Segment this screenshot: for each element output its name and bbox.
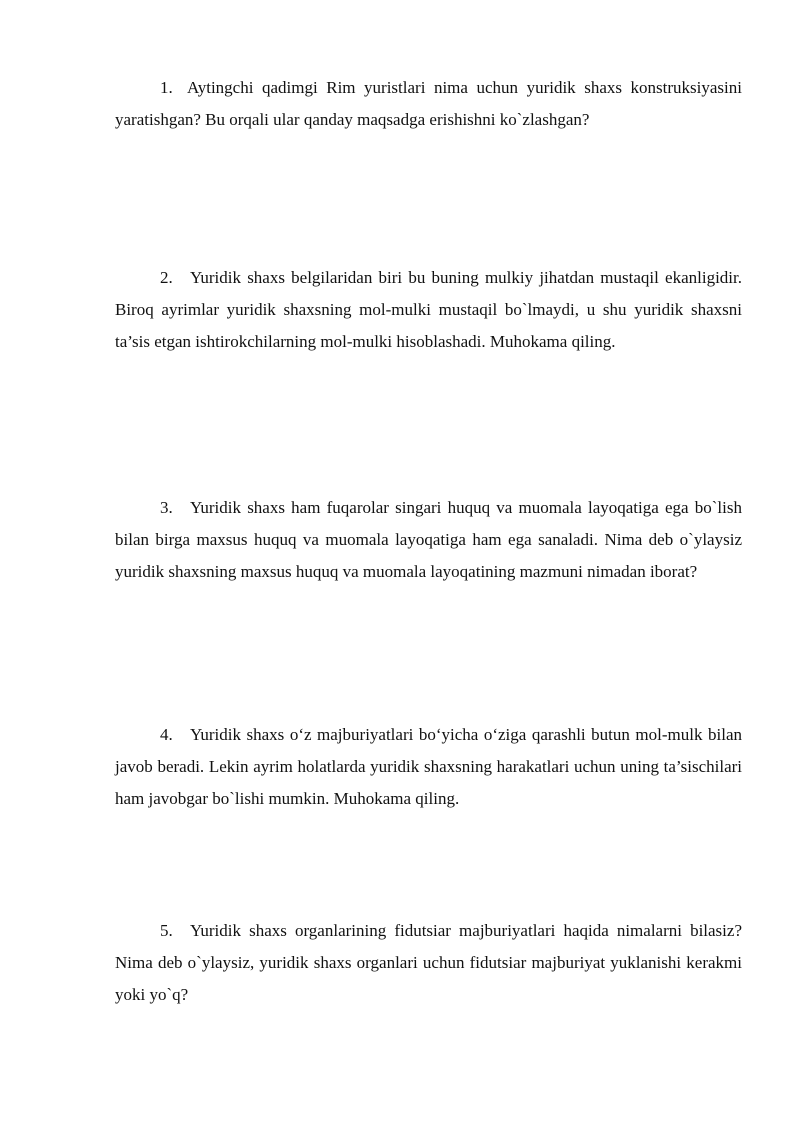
question-2 [115,262,742,358]
question-3-text: Yuridik shaxs ham fuqarolar singari huquq va muomala layoqatiga ega bo`lish bilan birga maxsus huquq va muomala layoqatiga ham ega sanaladi. Nima deb o`ylaysiz yuridik shaxsning maxsus huquq va muomala layoqatining mazmuni nimadan iborat? [115,498,742,581]
question-2-text: Yuridik shaxs belgilaridan biri bu buning mulkiy jihatdan mustaqil ekanligidir. Biroq ayrimlar yuridik shaxsning mol-mulki mustaqil bo`lmaydi, u shu yuridik shaxsni ta’sis etgan ishtirokchilarning mol-mulki hisoblashadi. Muhokama qiling. [115,268,742,351]
question-5-number: 5. [160,921,173,940]
question-5 [115,915,742,1011]
question-5-text: Yuridik shaxs organlarining fidutsiar majburiyatlari haqida nimalarni bilasiz? Nima deb o`ylaysiz, yuridik shaxs organlari uchun fidutsiar majburiyat yuklanishi kerakmi yoki yo`q? [115,921,742,1004]
question-1-text: Aytingchi qadimgi Rim yuristlari nima uchun yuridik shaxs konstruksiyasini yaratishgan? Bu orqali ular qanday maqsadga erishishni ko`zlashgan? [115,78,742,129]
question-1 [115,72,742,136]
question-4 [115,719,742,815]
question-2-number: 2. [160,268,173,287]
question-4-text: Yuridik shaxs o‘z majburiyatlari bo‘yicha o‘ziga qarashli butun mol-mulk bilan javob beradi. Lekin ayrim holatlarda yuridik shaxsning harakatlari uchun uning ta’sischilari ham javobgar bo`lishi mumkin. Muhokama qiling. [115,725,742,808]
question-1-number: 1. [160,78,173,97]
question-3-number: 3. [160,498,173,517]
question-3 [115,492,742,588]
question-4-number: 4. [160,725,173,744]
